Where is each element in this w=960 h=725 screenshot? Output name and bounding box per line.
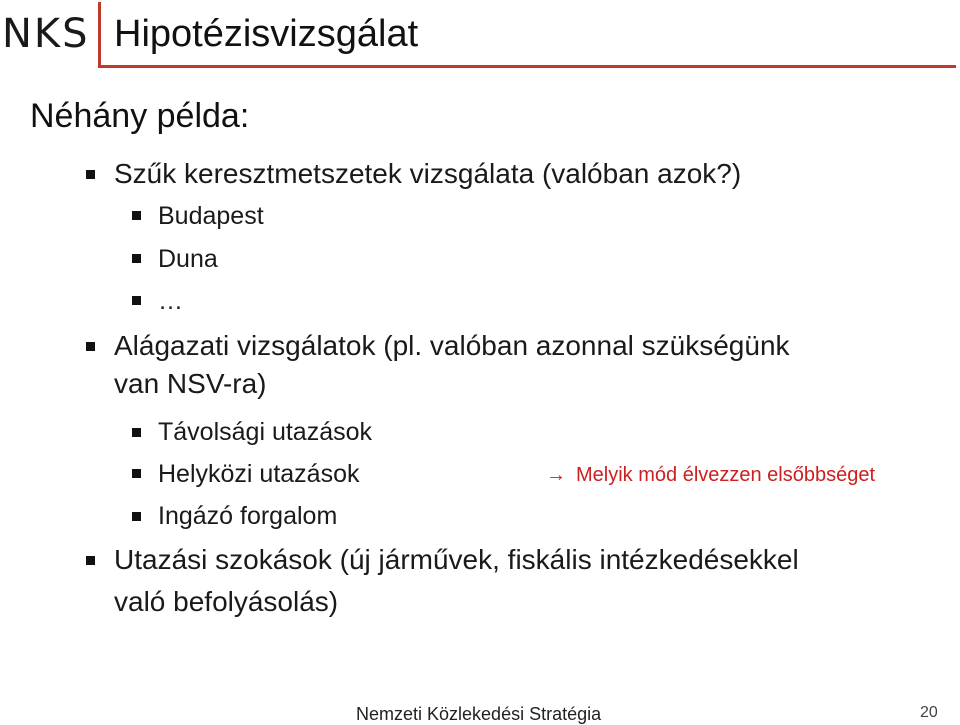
page-number: 20 xyxy=(920,704,938,721)
sub-bullet-text: Ingázó forgalom xyxy=(158,502,338,530)
slide-footer xyxy=(0,700,960,723)
bullet-square-icon xyxy=(86,170,95,179)
sub-bullet-text: Duna xyxy=(158,245,218,273)
header-vertical-divider xyxy=(98,2,101,68)
bullet-square-icon xyxy=(132,211,141,220)
nks-logo: NKS xyxy=(2,11,90,57)
sub-bullet-text: Helyközi utazások xyxy=(158,460,360,488)
bullet-square-icon xyxy=(132,512,141,521)
bullet-square-icon xyxy=(86,342,95,351)
priority-note xyxy=(546,460,875,490)
slide-subtitle: Néhány példa: xyxy=(30,97,250,135)
bullet-text: Szűk keresztmetszetek vizsgálata (valóban azok?) xyxy=(114,158,742,189)
slide-title: Hipotézisvizsgálat xyxy=(114,13,419,55)
bullet-text: Utazási szokások (új járművek, fiskális intézkedésekkel xyxy=(114,544,799,575)
bullet-square-icon xyxy=(132,469,141,478)
priority-note-text: Melyik mód élvezzen elsőbbséget xyxy=(576,464,876,486)
bullet-square-icon xyxy=(132,428,141,437)
bullet-text-continuation: való befolyásolás) xyxy=(114,586,339,617)
bullet-square-icon xyxy=(86,556,95,565)
arrow-right-icon: → xyxy=(546,464,566,486)
footer-text: Nemzeti Közlekedési Stratégia xyxy=(356,704,602,724)
header-horizontal-divider xyxy=(98,65,956,68)
bullet-square-icon xyxy=(132,296,141,305)
bullet-text-continuation: van NSV-ra) xyxy=(114,368,267,399)
sub-bullet-text: … xyxy=(158,287,183,315)
sub-bullet-text: Budapest xyxy=(158,202,264,230)
sub-bullet-text: Távolsági utazások xyxy=(158,418,373,446)
bullet-text: Alágazati vizsgálatok (pl. valóban azonnal szükségünk xyxy=(114,330,790,361)
bullet-square-icon xyxy=(132,254,141,263)
